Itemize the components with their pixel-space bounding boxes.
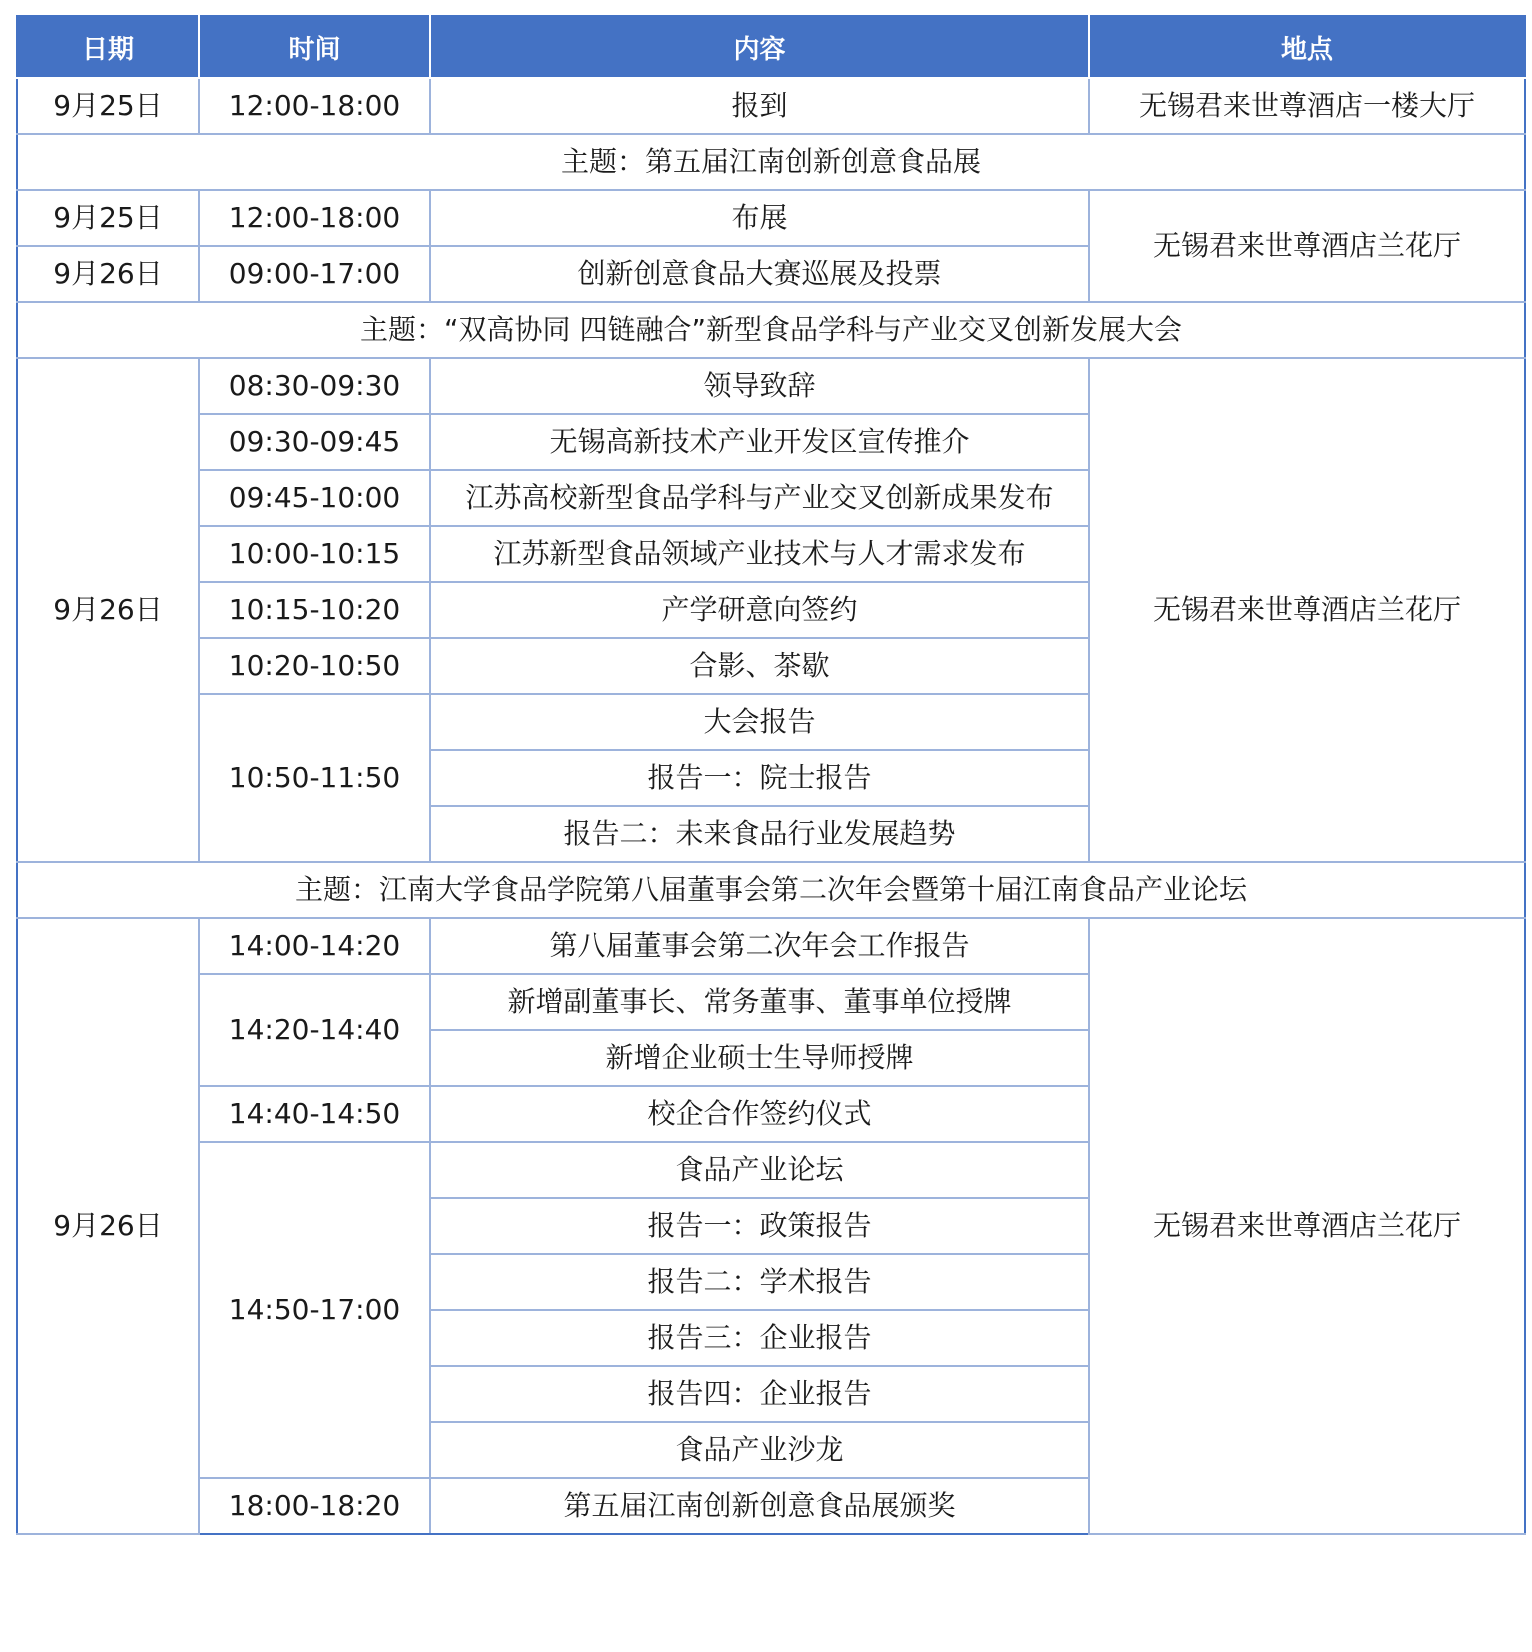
time-cell: 14:20-14:40 [199,974,430,1086]
time-cell: 10:20-10:50 [199,638,430,694]
content-cell: 新增企业硕士生导师授牌 [430,1030,1089,1086]
venue-cell: 无锡君来世尊酒店兰花厅 [1089,190,1525,302]
venue-cell: 无锡君来世尊酒店兰花厅 [1089,358,1525,862]
content-cell: 报告三：企业报告 [430,1310,1089,1366]
content-cell: 报告二：学术报告 [430,1254,1089,1310]
time-cell: 10:00-10:15 [199,526,430,582]
content-cell: 无锡高新技术产业开发区宣传推介 [430,414,1089,470]
time-cell: 08:30-09:30 [199,358,430,414]
content-cell: 第八届董事会第二次年会工作报告 [430,918,1089,974]
venue-cell: 无锡君来世尊酒店兰花厅 [1089,918,1525,1534]
theme-title: 主题：第五届江南创新创意食品展 [17,134,1525,190]
header-date: 日期 [17,16,199,78]
time-cell: 14:40-14:50 [199,1086,430,1142]
time-cell: 14:50-17:00 [199,1142,430,1478]
content-cell: 江苏新型食品领域产业技术与人才需求发布 [430,526,1089,582]
schedule-table [16,15,1526,1535]
content-cell: 布展 [430,190,1089,246]
time-cell: 09:30-09:45 [199,414,430,470]
content-cell: 合影、茶歇 [430,638,1089,694]
header-time: 时间 [199,16,430,78]
content-cell: 食品产业沙龙 [430,1422,1089,1478]
table-row [17,918,1525,974]
table-row [17,358,1525,414]
date-cell: 9月25日 [17,78,199,134]
time-cell: 18:00-18:20 [199,1478,430,1534]
content-cell: 报告二：未来食品行业发展趋势 [430,806,1089,862]
content-cell: 报告一：院士报告 [430,750,1089,806]
date-cell: 9月25日 [17,190,199,246]
content-cell: 产学研意向签约 [430,582,1089,638]
table-row [17,190,1525,246]
content-cell: 报到 [430,78,1089,134]
content-cell: 江苏高校新型食品学科与产业交叉创新成果发布 [430,470,1089,526]
time-cell: 10:50-11:50 [199,694,430,862]
content-cell: 报告一：政策报告 [430,1198,1089,1254]
time-cell: 12:00-18:00 [199,78,430,134]
time-cell: 09:45-10:00 [199,470,430,526]
schedule-container [16,15,1526,1535]
date-cell: 9月26日 [17,246,199,302]
time-cell: 10:15-10:20 [199,582,430,638]
time-cell: 09:00-17:00 [199,246,430,302]
theme-row [17,134,1525,190]
content-cell: 领导致辞 [430,358,1089,414]
content-cell: 大会报告 [430,694,1089,750]
content-cell: 食品产业论坛 [430,1142,1089,1198]
header-venue: 地点 [1089,16,1525,78]
content-cell: 创新创意食品大赛巡展及投票 [430,246,1089,302]
theme-title: 主题：“双高协同 四链融合”新型食品学科与产业交叉创新发展大会 [17,302,1525,358]
content-cell: 新增副董事长、常务董事、董事单位授牌 [430,974,1089,1030]
date-cell: 9月26日 [17,918,199,1534]
content-cell: 校企合作签约仪式 [430,1086,1089,1142]
venue-cell: 无锡君来世尊酒店一楼大厅 [1089,78,1525,134]
theme-title: 主题：江南大学食品学院第八届董事会第二次年会暨第十届江南食品产业论坛 [17,862,1525,918]
content-cell: 报告四：企业报告 [430,1366,1089,1422]
theme-row [17,862,1525,918]
time-cell: 12:00-18:00 [199,190,430,246]
header-content: 内容 [430,16,1089,78]
header-row [17,16,1525,78]
time-cell: 14:00-14:20 [199,918,430,974]
date-cell: 9月26日 [17,358,199,862]
theme-row [17,302,1525,358]
table-row [17,78,1525,134]
content-cell: 第五届江南创新创意食品展颁奖 [430,1478,1089,1534]
